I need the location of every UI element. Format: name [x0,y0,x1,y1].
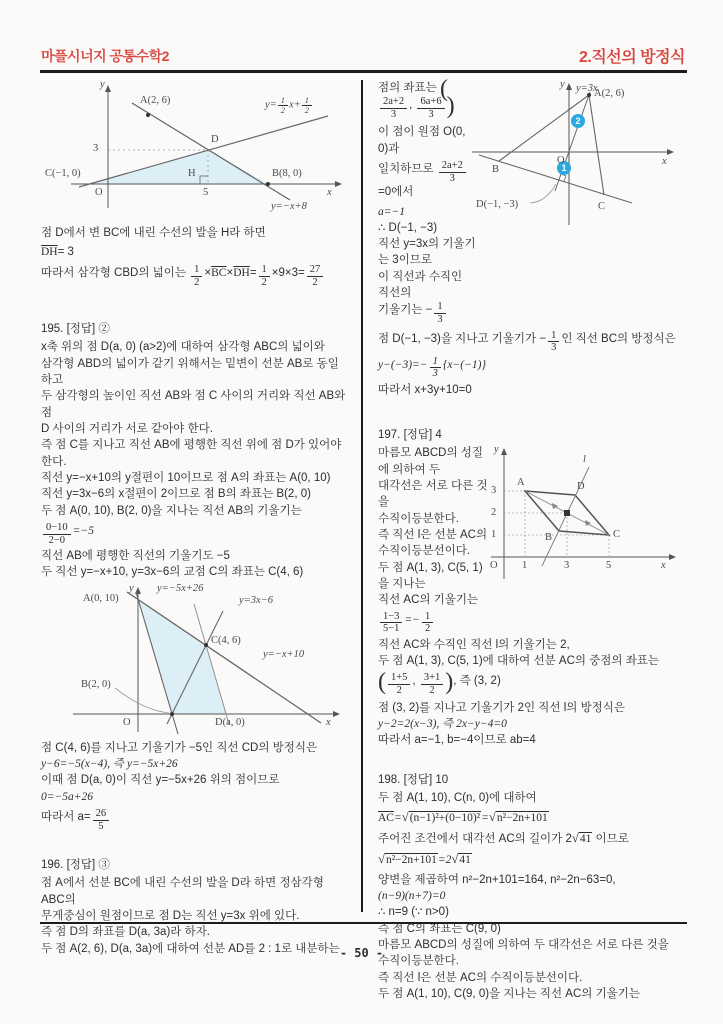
formula-line: 기울기는 − $\frac{1}{3}$ [378,301,476,325]
paren-close: ) [446,93,455,120]
formula-line: y−(−3)=− $\frac{1}{3}$ {x−(−1)} [378,355,487,380]
label-A: A(0, 10) [83,592,119,604]
label-eq-half: y= $\frac{1}{2}$ x+ $\frac{1}{2}$ [265,96,313,116]
text-line: 두 직선 y=−x+10, y=3x−6의 교점 C의 좌표는 C(4, 6) [41,566,304,579]
text-line: 따라서 x+3y+10=0 [378,383,472,396]
column-divider [361,80,363,912]
spacer [41,290,349,320]
paren-open: ( [439,76,448,102]
text-line: 대각선은 서로 다른 것을 [378,480,488,509]
section-196-cont [378,76,684,326]
text-line: 마름모 ABCD의 성질에 의하여 두 [378,447,483,476]
x-axis-arrow [667,149,674,155]
chapter-title: 2.직선의 방정식 [578,49,685,66]
overline-AC: $\overline{AC}$ [378,811,394,824]
label-y: y [129,582,134,594]
label-B: B [492,164,500,175]
radical: √ 41 [572,833,592,845]
fraction: $\frac{2a+2}{3}$ [380,96,407,120]
x-axis-arrow [333,711,340,717]
formula-line: y−2=2(x−3), 즉 2x−y−4=0 [378,717,507,730]
diagram-196 [464,80,684,230]
formula-line: 주어진 조건에서 대각선 AC의 길이가 2 √ 41 이므로 [378,830,684,848]
problem-195-header: 195. [정답] ② [41,323,110,336]
midpoint-marker [564,510,570,516]
label-D: D(−1, −3) [476,199,519,210]
label-y: y [560,79,565,90]
label-eq-negx: y=−x+10 [263,648,305,660]
text-block [378,445,489,608]
diagram-195 [43,584,343,736]
line-AB [132,103,290,200]
spacer [41,834,349,856]
right-angle-mark [561,174,566,181]
spacer [378,749,684,771]
label-B: B(8, 0) [272,168,302,179]
text-line: 직선 y=3x−6의 x절편이 2이므로 점 B의 좌표는 B(2, 0) [41,488,311,501]
formula-line: y−6=−5(x−4), 즉 y=−5x+26 [41,758,178,771]
label-y: y [100,79,105,90]
diagram-197 [479,445,684,585]
formula-line: 0=−5a+26 [41,790,94,803]
point-B [266,182,270,186]
label-C: C [613,529,621,541]
text-line: 마름모 ABCD의 성질에 의하여 두 대각선은 서로 다른 것을 [378,939,669,952]
text-line: 직선 y=3x의 기울기는 3이므로 [378,238,476,267]
label-x: x [326,716,331,728]
problem-196-header: 196. [정답] ③ [41,859,110,872]
paren-open: ( [378,669,386,696]
radical: √ (n−1)²+(0−10)² [402,812,481,824]
text-block [378,76,476,326]
fraction: $\frac{27}{2}$ [307,264,324,288]
text-line: 직선 AC와 수직인 직선 l의 기울기는 2, [378,638,570,651]
y-axis-arrow [105,85,111,92]
radical: √ n²−2n+101 [378,854,438,866]
tick-y-3: 3 [491,485,497,497]
label-O: O [123,716,131,728]
label-x: x [327,187,332,198]
fraction: $\frac{1}{2}$ [422,611,433,635]
problem-197-header: 197. [정답] 4 [378,429,442,442]
label-5: 5 [203,187,209,198]
text-line: 이때 점 D(a, 0)이 직선 y=−5x+26 위의 점이므로 [41,774,280,787]
text-line: 두 삼각형의 높이인 직선 AB와 점 C 사이의 거리와 직선 AB와 점 [41,390,346,419]
tick-x-3: 3 [564,560,570,572]
formula-line: 일치하므로 $\frac{2a+2}{3}$ =0에서 [378,160,476,200]
side-AC [589,95,604,195]
formula-line: $\overline{DH}= 3$ [41,245,74,258]
formula-line: √ n²−2n+101=2 √ 41 [378,851,684,869]
label-leader-D [530,184,556,203]
text-line: 무게중심이 원점이므로 점 D는 직선 y=3x 위에 있다. [41,909,300,922]
fraction: $\frac{1}{2}$ [191,264,202,288]
text-line: 양변을 제곱하여 n²−2n+101=164, n²−2n−63=0, [378,873,616,886]
paren-close: ) [445,669,454,696]
text-line: x축 위의 점 D(a, 0) (a>2)에 대하여 삼각형 ABC의 넓이와 [41,341,325,354]
text-line: 두 점 A(1, 3), C(5, 1)에 대하여 선분 AC의 중점의 좌표는 [378,655,660,668]
ratio-badge-1: 1 [557,161,571,175]
diagram-194 [43,80,343,220]
label-eq-3x: y=3x−6 [239,594,273,606]
formula-line: 따라서 삼각형 CBD의 넓이는 $\frac{1}{2}$ $\times\overline{BC}\times\overline{DH}=$ $\frac{1}{2}$ ×9×3= $\frac{27}{2}$ [41,264,349,288]
shaded-triangle-CBD [88,150,268,184]
label-O: O [490,560,498,572]
page-number: - 50 - [339,946,384,960]
label-eq-neg5x: y=−5x+26 [157,582,204,594]
fraction: $\frac{1}{3}$ [548,330,559,354]
text-line: 직선 AC의 기울기는 [378,594,479,607]
text-line: 수직이등분한다. [378,512,459,525]
text-line: 점 A에서 선분 BC에 내린 수선의 발을 D라 하면 정삼각형 ABC의 [41,877,324,906]
side-AB [499,95,589,161]
fraction: $\frac{1+5}{2}$ [388,672,410,696]
fraction: $\frac{1-3}{5-1}$ [380,611,402,635]
top-rule [40,70,687,73]
shaded-region [138,599,226,714]
text-line: 즉 점 C의 좌표는 C(9, 0) [378,922,501,935]
text-line: 직선 AB에 평행한 직선의 기울기도 −5 [41,550,230,563]
fraction: $\frac{3+1}{2}$ [421,672,443,696]
text-line: 두 점 A(0, 10), B(2, 0)을 지나는 직선 AB의 기울기는 [41,504,302,517]
fraction: $\frac{2a+2}{3}$ [439,160,466,184]
formula-line: ∴ n=9 (∵ n>0) [378,906,449,919]
formula-line: 점의 좌표는 ( $\frac{2a+2}{3}$ , $\frac{6a+6}{3}$ ) [378,76,455,120]
ratio-badge-2: 2 [571,114,585,128]
label-y: y [494,444,499,456]
text-line: 두 점 A(1, 10), C(n, 0)에 대하여 [378,791,537,804]
label-O: O [95,187,103,198]
formula-line: ∴ D(−1, −3) [378,221,438,234]
right-column [378,76,684,1002]
label-eq-neg: y=−x+8 [271,201,307,212]
tick-x-5: 5 [606,560,612,572]
text-line: 두 점 A(2, 6), D(a, 3a)에 대하여 선분 AD를 2 : 1로 내분하는 [41,942,340,955]
label-x: x [662,156,667,167]
label-A: A [517,477,525,489]
overline-DH: $\overline{DH}$ [233,267,250,280]
formula-line: $\frac{0-10}{2-0}$ =−5 [41,522,349,546]
overline-BC: $\overline{BC}$ [211,267,227,280]
tick-x-1: 1 [522,560,528,572]
formula-line: 따라서 a= $\frac{26}{5}$ [41,808,349,832]
fraction: $\frac{26}{5}$ [93,808,110,832]
fraction: $\frac{1}{3}$ [430,356,441,380]
text-line: 두 점 A(1, 10), C(9, 0)을 지나는 직선 AC의 기울기는 [378,988,641,1001]
text-line: 이 직선과 수직인 직선의 [378,270,463,300]
point-A [146,113,150,117]
formula-line: ( $\frac{1+5}{2}$ , $\frac{3+1}{2}$ ), 즉 (3, 2) [378,669,501,696]
label-leader-B [115,688,169,713]
diagram-197-svg [479,445,684,585]
fraction: $\frac{6a+6}{3}$ [417,96,444,120]
label-D: D [577,481,585,493]
text-line: 두 점 A(1, 3), C(5, 1)을 지나는 [378,561,483,591]
label-C: C(4, 6) [211,634,241,646]
point-C [204,643,208,647]
label-l: l [583,454,586,466]
label-C: C(−1, 0) [45,168,81,179]
label-x: x [661,560,666,572]
y-axis-arrow [501,448,507,455]
label-B: B(2, 0) [81,678,111,690]
label-O: O [557,155,565,166]
text-line: 수직이등분한다. [378,955,459,968]
fraction: $\frac{0-10}{2-0}$ [43,522,71,546]
text-line: 점 D에서 변 BC에 내린 수선의 발을 H라 하면 [41,227,266,239]
spacer [378,400,684,426]
formula-line: $\frac{1-3}{5-1}$ =− $\frac{1}{2}$ [378,611,684,635]
text-line: 수직이등분선이다. [378,545,471,558]
fraction: $\frac{1}{3}$ [434,301,445,325]
problem-198-header: 198. [정답] 10 [378,773,449,786]
text-line: 따라서 a=−1, b=−4이므로 ab=4 [378,734,536,747]
text-line: 직선 y=−x+10의 y절편이 10이므로 점 A의 좌표는 A(0, 10) [41,472,331,485]
label-A: A(2, 6) [140,95,171,106]
label-eq-3x: y=3x [576,83,598,94]
formula-line: a=−1 [378,205,406,218]
label-H: H [188,168,196,179]
label-3: 3 [93,143,99,154]
text-line: 삼각형 ABD의 넓이가 같기 위해서는 밑변이 선분 AB로 동일하고 [41,357,339,387]
overline-DH: $\overline{DH}$ [41,245,58,258]
label-A: A(2, 6) [594,88,625,99]
formula-line: (n−9)(n+7)=0 [378,890,446,903]
label-C: C [598,201,606,212]
text-line: 즉 점 C를 지나고 직선 AB에 평행한 직선 위에 점 D가 있어야 [41,439,342,452]
label-D: D(a, 0) [215,716,245,728]
text-line: D 사이의 거리가 서로 같아야 한다. [41,423,213,436]
x-axis-arrow [669,554,676,560]
text-line: 즉 점 D의 좌표를 D(a, 3a)라 하자. [41,926,210,939]
text-line: 점 C(4, 6)를 지나고 기울기가 −5인 직선 CD의 방정식은 [41,741,318,754]
tick-y-2: 2 [491,507,497,519]
fraction: $\frac{1}{2}$ [259,264,270,288]
radical: √ n²−2n+101 [489,812,549,824]
x-axis-arrow [335,181,342,187]
text-line: 한다. [41,455,67,468]
radical: √ 41 [451,854,471,866]
label-D: D [211,134,219,145]
left-column [41,80,349,957]
line-BC [479,155,632,203]
text-line: 즉 직선 l은 선분 AC의 수직이등분선이다. [378,971,583,984]
tick-y-1: 1 [491,529,497,541]
formula-line: 점 D(−1, −3)을 지나고 기울기가 − $\frac{1}{3}$ 인 직선 BC의 방정식은 [378,329,676,354]
text-line: 즉 직선 l은 선분 AC의 [378,529,488,542]
book-title: 마플시너지 공통수학2 [41,48,169,64]
text-line: 점 (3, 2)를 지나고 기울기가 2인 직선 l의 방정식은 [378,701,626,714]
formula-line: $\overline{AC}=$ √ (n−1)²+(0−10)²= √ n²−2n+101 [378,809,684,827]
point-B [170,712,174,716]
y-axis-arrow [566,83,572,90]
text-line: 이 점이 원점 O(0, 0)과 [378,126,466,155]
section-197 [378,445,684,608]
label-B: B [545,532,553,544]
